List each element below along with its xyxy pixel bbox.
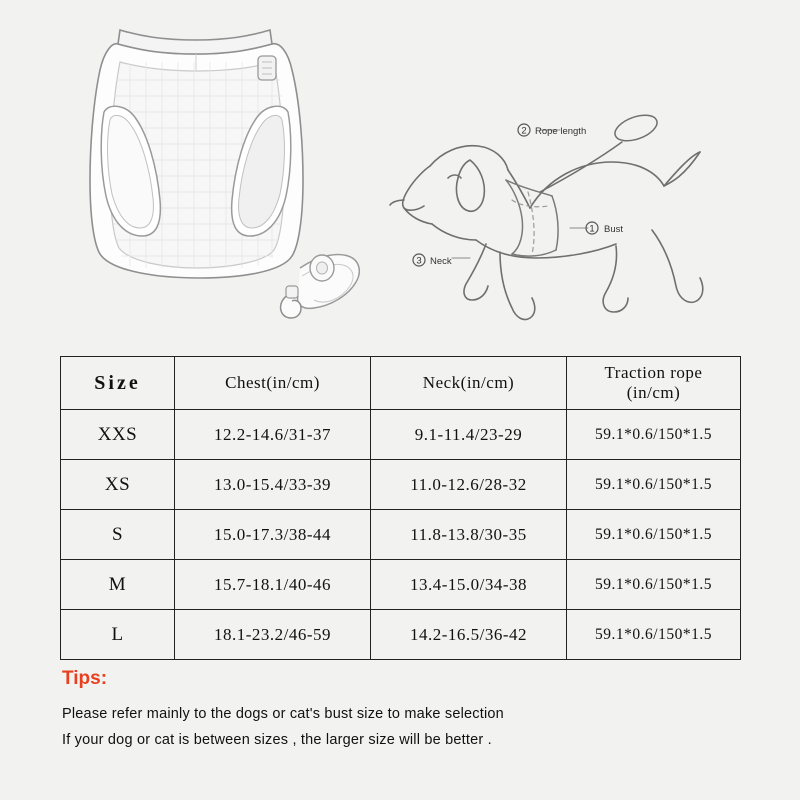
harness-illustration (90, 30, 303, 278)
callout-bust (586, 222, 623, 235)
callout-label-rope-length: Rope length (535, 126, 587, 137)
cell-neck: 9.1-11.4/23-29 (371, 410, 567, 460)
tips-title: Tips: (62, 668, 108, 689)
tips-line-1: Please refer mainly to the dogs or cat's bust size to make selection (62, 706, 504, 722)
cell-size: M (61, 560, 175, 610)
dog-illustration (390, 110, 703, 319)
table-header-row (61, 357, 741, 410)
callout-rope-length (518, 124, 586, 137)
callout-label-bust: Bust (604, 224, 624, 235)
cell-chest: 13.0-15.4/33-39 (175, 460, 371, 510)
table-row (61, 410, 741, 460)
callout-number-3: 3 (416, 255, 422, 267)
cell-rope: 59.1*0.6/150*1.5 (567, 410, 741, 460)
header-size: Size (61, 357, 175, 410)
callout-number-1: 1 (589, 223, 595, 235)
leash-illustration (281, 255, 360, 319)
header-neck: Neck(in/cm) (371, 357, 567, 410)
cell-size: XXS (61, 410, 175, 460)
cell-neck: 14.2-16.5/36-42 (371, 610, 567, 660)
tips-line-2: If your dog or cat is between sizes , the larger size will be better . (62, 732, 492, 748)
cell-neck: 13.4-15.0/34-38 (371, 560, 567, 610)
size-chart-table (60, 356, 741, 660)
cell-rope: 59.1*0.6/150*1.5 (567, 610, 741, 660)
callout-label-neck: Neck (430, 256, 452, 267)
header-traction-rope-line2: (in/cm) (626, 383, 681, 402)
cell-chest: 15.7-18.1/40-46 (175, 560, 371, 610)
header-traction-rope-line1: Traction rope (604, 363, 703, 382)
header-traction-rope (567, 357, 741, 410)
cell-rope: 59.1*0.6/150*1.5 (567, 510, 741, 560)
table-row (61, 560, 741, 610)
cell-chest: 12.2-14.6/31-37 (175, 410, 371, 460)
cell-size: L (61, 610, 175, 660)
cell-neck: 11.0-12.6/28-32 (371, 460, 567, 510)
cell-size: XS (61, 460, 175, 510)
table-row (61, 460, 741, 510)
product-illustration (0, 0, 800, 345)
cell-rope: 59.1*0.6/150*1.5 (567, 460, 741, 510)
cell-chest: 18.1-23.2/46-59 (175, 610, 371, 660)
cell-neck: 11.8-13.8/30-35 (371, 510, 567, 560)
cell-size: S (61, 510, 175, 560)
callout-number-2: 2 (521, 125, 527, 137)
table-row (61, 610, 741, 660)
header-chest: Chest(in/cm) (175, 357, 371, 410)
callout-neck (413, 254, 452, 267)
tips-section (62, 668, 762, 758)
cell-chest: 15.0-17.3/38-44 (175, 510, 371, 560)
table-row (61, 510, 741, 560)
cell-rope: 59.1*0.6/150*1.5 (567, 560, 741, 610)
